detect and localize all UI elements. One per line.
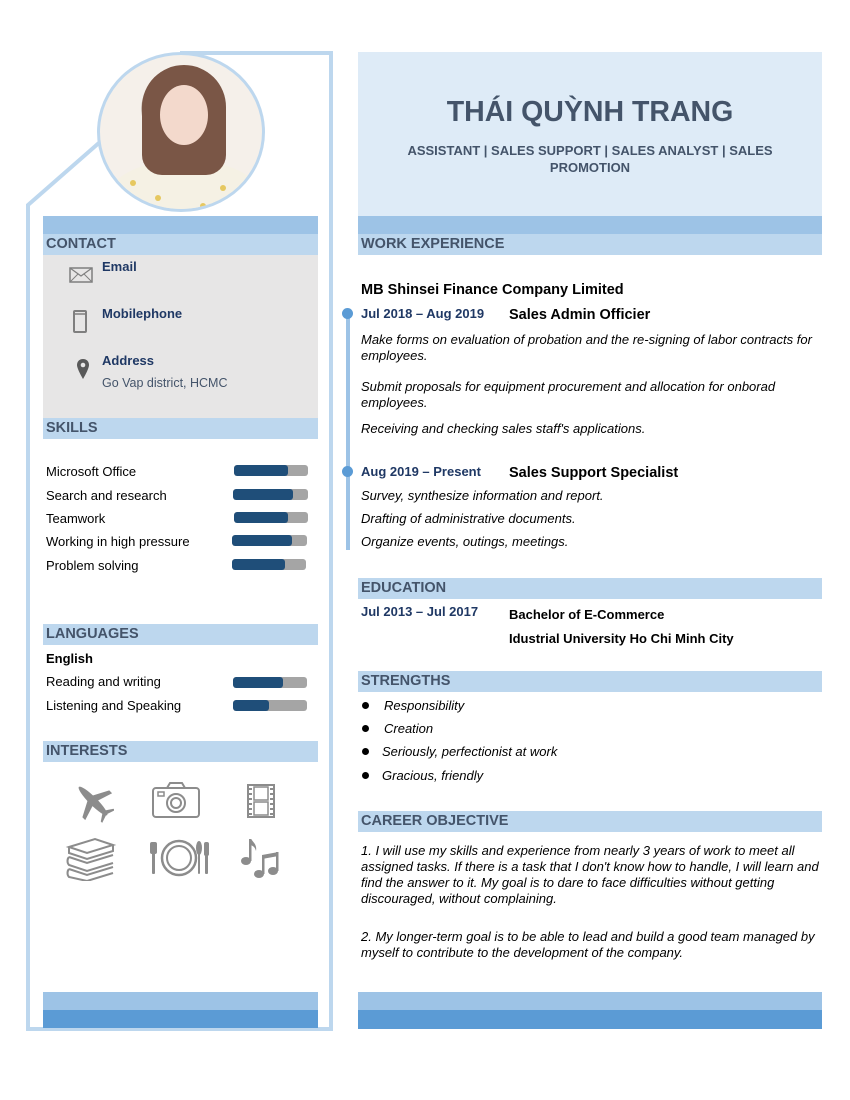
job-dates: Aug 2019 – Present (361, 464, 481, 479)
job-task: Drafting of administrative documents. (361, 511, 576, 526)
books-icon (65, 837, 117, 881)
bullet-icon (362, 748, 369, 755)
address-label: Address (102, 353, 155, 368)
job-task: Make forms on evaluation of probation and the re-signing of labor contracts for employees. (361, 332, 812, 363)
languages-heading: LANGUAGES (43, 624, 318, 645)
airplane-icon (72, 779, 114, 823)
skill-bar-problem-solving (232, 559, 306, 570)
language-skill-label: Reading and writing (46, 674, 161, 689)
education-dates: Jul 2013 – Jul 2017 (361, 604, 479, 619)
email-label: Email (102, 259, 137, 274)
degree: Bachelor of E-Commerce (509, 607, 665, 622)
mobilephone-label: Mobilephone (102, 306, 183, 321)
skill-label: Problem solving (46, 558, 139, 573)
film-strip-icon (247, 784, 275, 818)
skill-label: Microsoft Office (46, 464, 137, 479)
strength-item: Creation (384, 721, 434, 736)
school-name: Idustrial University Ho Chi Minh City (509, 631, 734, 646)
career-objective-heading: CAREER OBJECTIVE (358, 811, 822, 832)
job-role: Sales Support Specialist (509, 465, 679, 481)
interests-heading: INTERESTS (43, 741, 318, 762)
timeline-line (346, 312, 350, 550)
company-name: MB Shinsei Finance Company Limited (361, 282, 624, 298)
contact-panel (43, 255, 318, 420)
language-name: English (46, 651, 93, 666)
contact-heading: CONTACT (43, 234, 318, 255)
skills-heading: SKILLS (43, 418, 318, 439)
skill-bar-teamwork (234, 512, 308, 523)
skill-label: Search and research (46, 488, 167, 503)
bullet-icon (362, 702, 369, 709)
main-bottom-band-dark (358, 1010, 822, 1029)
skill-label: Teamwork (46, 511, 106, 526)
job-task: Organize events, outings, meetings. (361, 534, 569, 549)
work-experience-heading: WORK EXPERIENCE (358, 234, 822, 255)
bullet-icon (362, 772, 369, 779)
sidebar-bottom-band-light (43, 992, 318, 1010)
candidate-name: THÁI QUỲNH TRANG (446, 96, 734, 128)
objective-paragraph: 1. I will use my skills and experience from nearly 3 years of work to meet all assigned tasks. If there is a task that I don't know how to handle, I will learn and find the answer to it. My goal is to dare to face difficulties without getting discouraged, without complaining. (361, 843, 819, 906)
language-bar-listening-speaking (233, 700, 307, 711)
job-task: Receiving and checking sales staff's applications. (361, 421, 646, 436)
job-titles: ASSISTANT | SALES SUPPORT | SALES ANALYST | SALES PROMOTION (407, 143, 773, 175)
language-skill-label: Listening and Speaking (46, 698, 182, 713)
name-header (358, 52, 822, 216)
strength-item: Responsibility (384, 698, 465, 713)
camera-icon (151, 781, 201, 819)
envelope-icon (69, 267, 93, 283)
dining-icon (147, 838, 211, 878)
sidebar-bottom-band-dark (43, 1010, 318, 1028)
timeline-dot (342, 308, 353, 319)
job-dates: Jul 2018 – Aug 2019 (361, 306, 485, 321)
language-bar-reading-writing (233, 677, 307, 688)
skill-bar-high-pressure (232, 535, 307, 546)
job-role: Sales Admin Officier (509, 307, 651, 323)
education-heading: EDUCATION (358, 578, 822, 599)
strength-item: Seriously, perfectionist at work (382, 744, 558, 759)
skill-bar-microsoft-office (234, 465, 308, 476)
main-top-band (358, 216, 822, 234)
skill-bar-search-research (233, 489, 308, 500)
strengths-heading: STRENGTHS (358, 671, 822, 692)
main-bottom-band-light (358, 992, 822, 1010)
bullet-icon (362, 725, 369, 732)
profile-photo (97, 52, 265, 212)
objective-paragraph: 2. My longer-term goal is to be able to lead and build a good team managed by myself to contribute to the development of the company. (361, 929, 815, 960)
skill-label: Working in high pressure (46, 534, 190, 549)
mobile-phone-icon (73, 310, 87, 333)
timeline-dot (342, 466, 353, 477)
job-task: Submit proposals for equipment procurement and allocation for onborad employees. (361, 379, 776, 410)
job-task: Survey, synthesize information and report. (361, 488, 604, 503)
sidebar-top-band (43, 216, 318, 234)
strength-item: Gracious, friendly (382, 768, 484, 783)
map-pin-icon (76, 358, 90, 380)
music-note-icon (240, 837, 280, 879)
address-value: Go Vap district, HCMC (102, 376, 228, 390)
